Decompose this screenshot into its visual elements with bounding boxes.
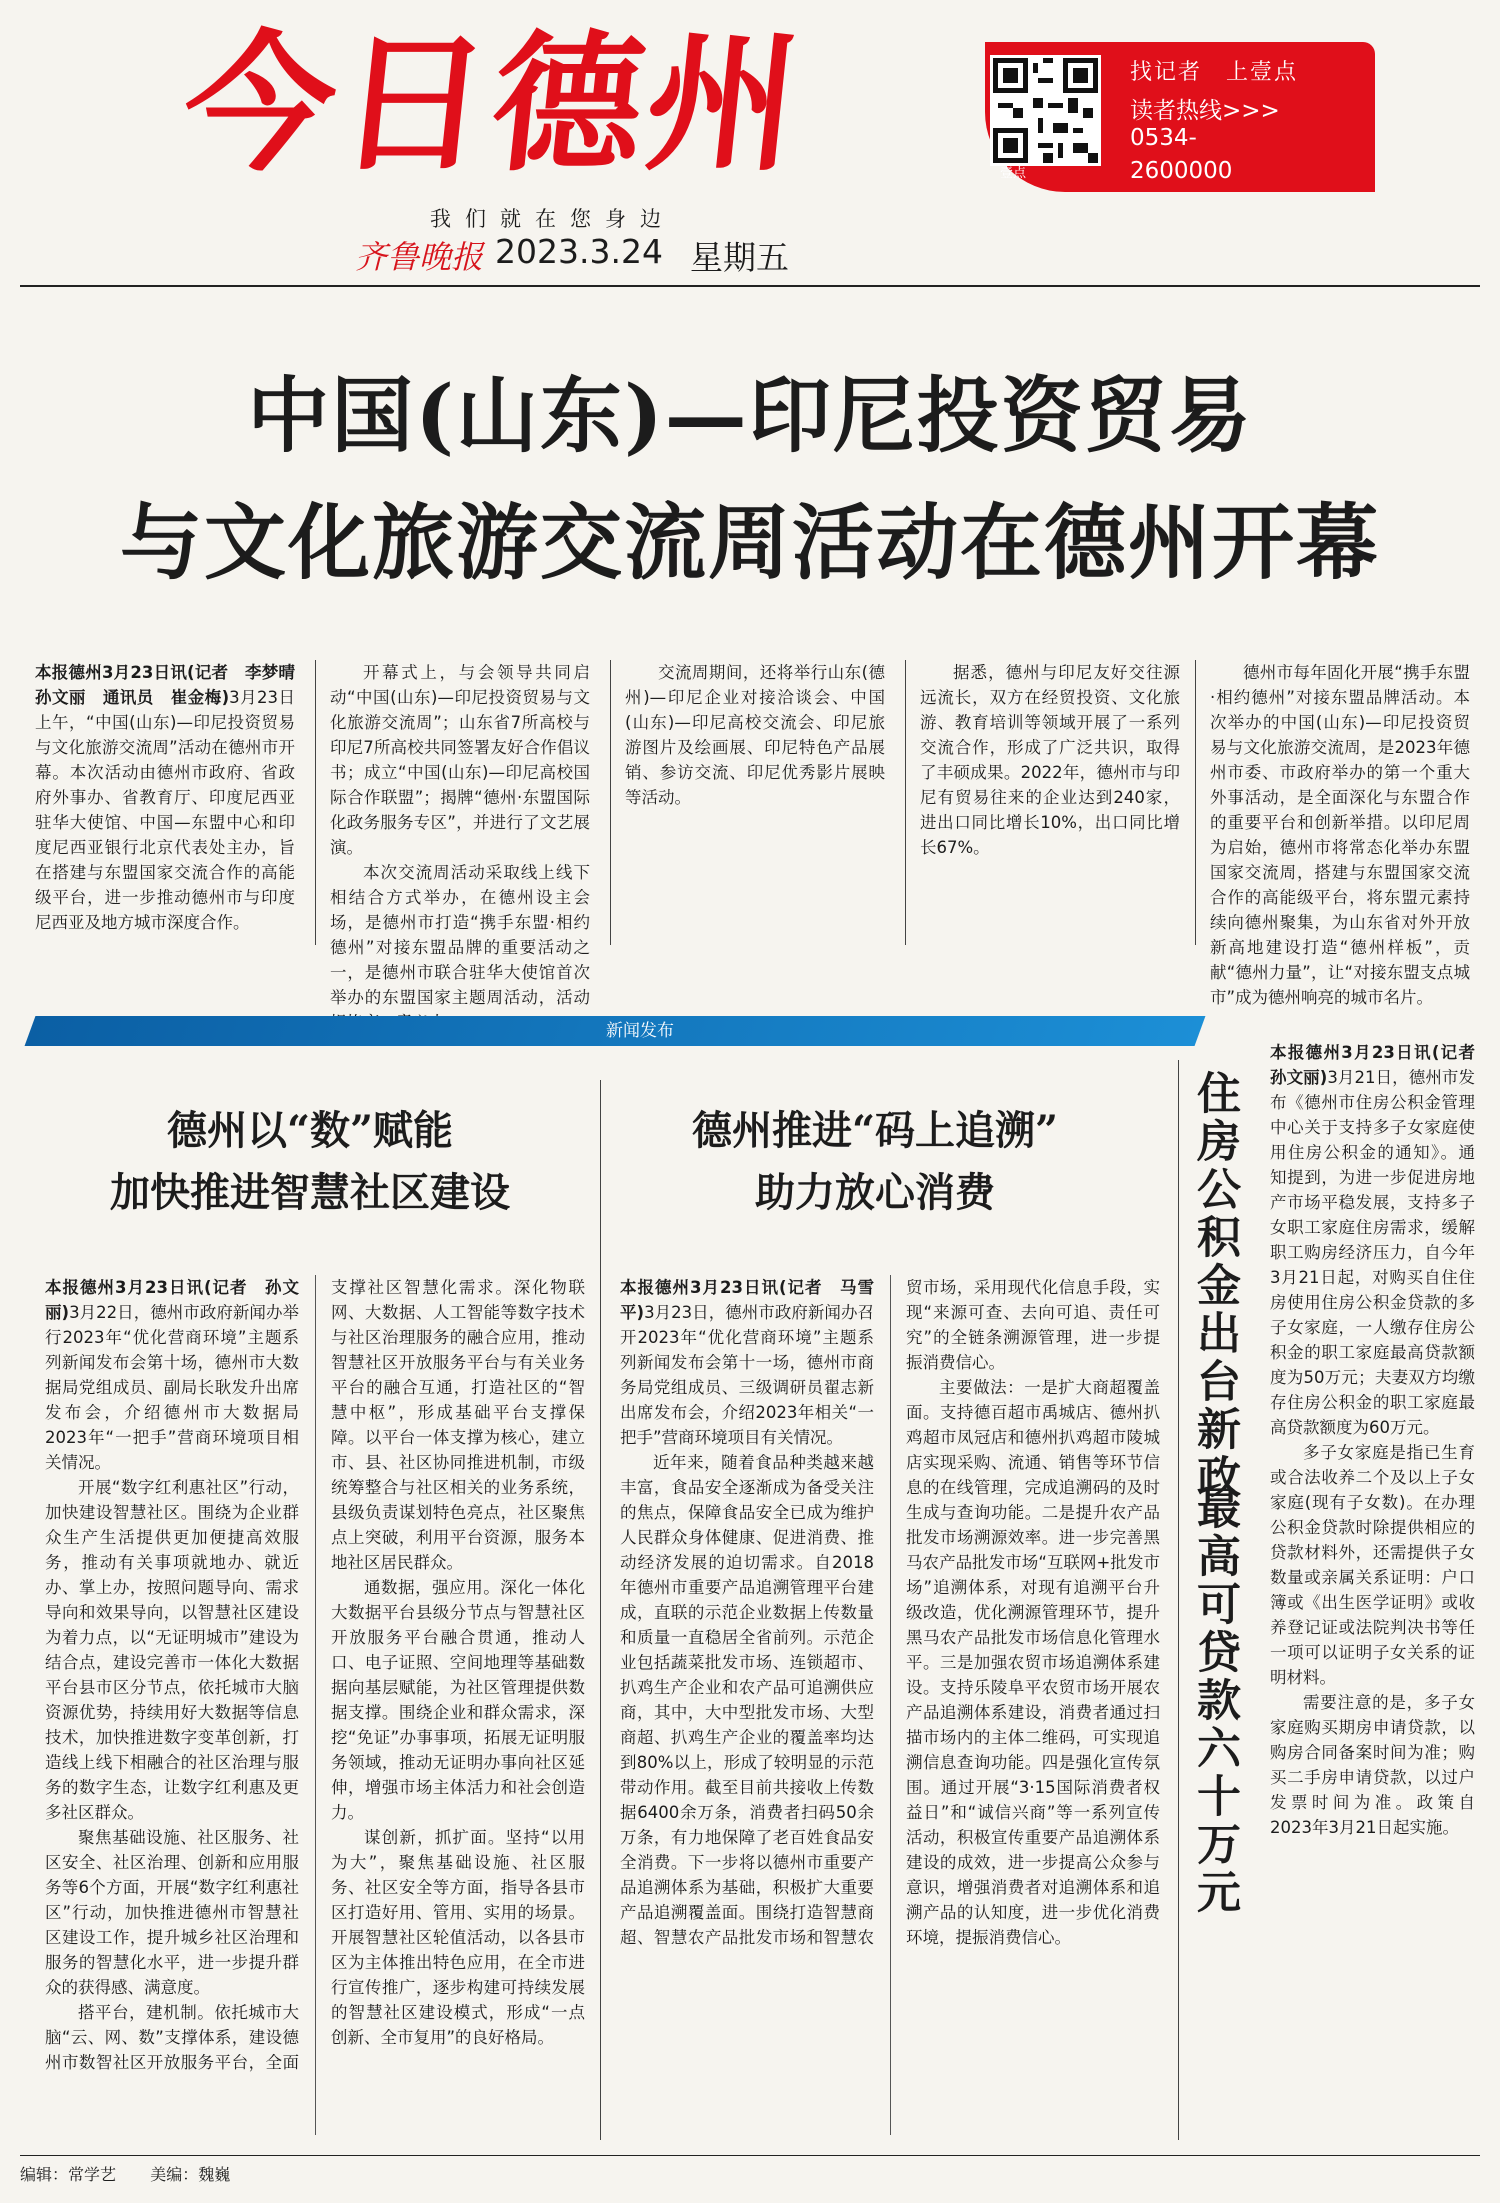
masthead-slogan: 我们就在您身边 (430, 207, 675, 231)
article-left-title-line-2: 加快推进智慧社区建设 (110, 1169, 510, 1216)
article-left-paragraph-3: 聚焦基础设施、社区服务、社区安全、社区治理、创新和应用服务等6个方面，开展“数字红利惠社区”行动，加快推进德州市智慧社区建设工作，提升城乡社区治理和服务的智慧化水平，进一步提升群众的获得感、满意度。 (45, 1828, 299, 1997)
lead-column-3 (625, 660, 885, 810)
article-mid-paragraph-3: 主要做法：一是扩大商超覆盖面。支持德百超市禹城店、德州扒鸡超市凤冠店和德州扒鸡超市陵城店实现采购、流通、销售等环节信息的在线管理，完成追溯码的及时生成与查询功能。二是提升农产品批发市场溯源效率。进一步完善黑马农产品批发市场“互联网+批发市场”追溯体系，对现有追溯平台升级改造，优化溯源管理环节，提升黑马农产品批发市场信息化管理水平。三是加强农贸市场追溯体系建设。支持乐陵阜平农贸市场开展农产品追溯体系建设，消费者通过扫描市场内的主体二维码，可实现追溯信息查询功能。四是强化宣传氛围。通过开展“3·15国际消费者权益日”和“诚信兴商”等一系列宣传活动，积极宣传重要产品追溯体系建设的成效，进一步提高公众参与意识，增强消费者对追溯体系和追溯产品的认知度，进一步优化消费环境，提振消费信心。 (906, 1378, 1160, 1947)
article-left-paragraph-5: 通数据，强应用。深化一体化大数据平台县级分节点与智慧社区开放服务平台融合贯通，推动人口、电子证照、空间地理等基础数据向基层赋能，为社区管理提供数据支撑。围绕企业和群众需求，深挖“免证”办事事项，拓展无证明服务领域，推动无证明办事向社区延伸，增强市场主体活力和社会创造力。 (331, 1578, 585, 1822)
article-right-paragraph-1: 3月21日，德州市发布《德州市住房公积金管理中心关于支持多子女家庭使用住房公积金的通知》。通知提到，为进一步促进房地产市场平稳发展，支持多子女职工家庭住房需求，缓解职工购房经济压力，自今年3月21日起，对购买自住住房使用住房公积金贷款的多子女家庭，一人缴存住房公积金的职工家庭最高贷款额度为50万元；夫妻双方均缴存住房公积金的职工家庭最高贷款额度为60万元。 (1270, 1068, 1475, 1437)
lead-column-5 (1210, 660, 1470, 1010)
column-rule (905, 660, 906, 945)
footer-divider (20, 2155, 1480, 2156)
article-right-paragraph-3: 需要注意的是，多子女家庭购买期房申请贷款，以购房合同备案时间为准；购买二手房申请贷款，以过户发票时间为准。政策自2023年3月21日起实施。 (1270, 1693, 1475, 1837)
article-left-body (45, 1275, 585, 2135)
column-rule (1195, 660, 1196, 945)
article-mid-title-line-2: 助力放心消费 (755, 1169, 995, 1216)
article-right-body (1270, 1040, 1492, 1840)
article-right-title-line-2: 最高可贷款六十万元 (1189, 1485, 1240, 1917)
article-mid-body (620, 1275, 1160, 2135)
article-mid-title (615, 1100, 1135, 1224)
lead-headline-line-2: 与文化旅游交流周活动在德州开幕 (119, 495, 1380, 591)
column-rule (610, 660, 611, 945)
column-rule (600, 1080, 601, 2140)
qr-code-icon (990, 55, 1101, 166)
qr-caption: 壹点 (1000, 166, 1027, 181)
column-rule (315, 660, 316, 945)
article-left-title-line-1: 德州以“数”赋能 (166, 1107, 453, 1154)
footer-credits (20, 2162, 230, 2185)
footer-designer: 美编：魏巍 (150, 2165, 231, 2184)
masthead-logo: 今日德州 (175, 18, 811, 192)
lead-paragraph-2: 开幕式上，与会领导共同启动“中国(山东)—印尼投资贸易与文化旅游交流周”；山东省7所高校与印尼7所高校共同签署友好合作倡议书；成立“中国(山东)—印尼高校国际合作联盟”；揭牌“德州·东盟国际化政务服务专区”，并进行了文艺展演。 (330, 663, 590, 857)
lead-paragraph-5: 据悉，德州与印尼友好交往源远流长，双方在经贸投资、文化旅游、教育培训等领域开展了一系列交流合作，形成了广泛共识，取得了丰硕成果。2022年，德州市与印尼有贸易往来的企业达到240家，进出口同比增长10%，出口同比增长67%。 (920, 663, 1180, 857)
lead-paragraph-6: 德州市每年固化开展“携手东盟·相约德州”对接东盟品牌活动。本次举办的中国(山东)—印尼投资贸易与文化旅游交流周，是2023年德州市委、市政府举办的第一个重大外事活动，是全面深化与东盟合作的重要平台和创新举措。以印尼周为启始，德州市将常态化举办东盟国家交流周，搭建与东盟国家交流合作的高能级平台，将东盟元素持续向德州聚集，为山东省对外开放新高地建设打造“德州样板”，贡献“德州力量”，让“对接东盟支点城市”成为德州响亮的城市名片。 (1210, 663, 1470, 1007)
article-mid-paragraph-1: 3月23日，德州市政府新闻办召开2023年“优化营商环境”主题系列新闻发布会第十一场，德州市商务局党组成员、三级调研员翟志新出席发布会，介绍2023年相关“一把手”营商环境项目有关情况。 (620, 1303, 874, 1447)
hotline-number: 2600000 (1130, 158, 1233, 184)
lead-byline: 本报德州3月23日讯(记者 李梦晴 孙文丽 通讯员 崔金梅) (35, 663, 312, 707)
article-right-byline: 本报德州3月23日讯(记者 孙文丽) (1270, 1043, 1492, 1087)
section-label: 新闻发布 (606, 1021, 674, 1041)
article-left-paragraph-4: 搭平台，建机制。依托城市大脑“云、网、数”支撑体系，建设德州市数智社区开放服务平台，全面支撑社区智慧化需求。深化物联网、大数据、人工智能等数字技术与社区治理服务的融合应用，推动智慧社区开放服务平台与有关业务平台的融合互通，打造社区的“智慧中枢”，形成基础平台支撑保障。以平台一体支撑为核心，建立市、县、社区协同推进机制，市级统筹整合与社区相关的业务系统，县级负责谋划特色亮点，社区聚焦点上突破，利用平台资源，服务本地社区居民群众。 (45, 1278, 585, 2072)
article-right-title-line-1: 住房公积金出台新政 (1189, 1070, 1240, 1502)
article-mid-title-line-1: 德州推进“码上追溯” (691, 1107, 1058, 1154)
article-left-paragraph-1: 3月22日，德州市政府新闻办举行2023年“优化营商环境”主题系列新闻发布会第十场，德州市大数据局党组成员、副局长耿发升出席发布会，介绍德州市大数据局2023年“一把手”营商环境项目相关情况。 (45, 1303, 299, 1472)
footer-editor: 编辑：常学艺 (20, 2165, 117, 2184)
article-mid-byline: 本报德州3月23日讯(记者 马雪平) (620, 1278, 874, 1322)
lead-column-4 (920, 660, 1180, 860)
article-left-byline: 本报德州3月23日讯(记者 孙文丽) (45, 1278, 299, 1322)
masthead-divider (20, 285, 1480, 287)
column-rule (1178, 1060, 1179, 2140)
lead-paragraph-3: 本次交流周活动采取线上线下相结合方式举办，在德州设主会场，是德州市打造“携手东盟·相约德州”对接东盟品牌的重要活动之一，是德州市联合驻华大使馆首次举办的东盟国家主题周活动，活动 (330, 863, 590, 1007)
hotline-slogan: 找记者 上壹点 (1130, 60, 1299, 85)
article-left-paragraph-2: 开展“数字红利惠社区”行动，加快建设智慧社区。围绕为企业群众生产生活提供更加便捷高效服务，推动有关事项就地办、就近办、掌上办，按照问题导向、需求导向和效果导向，以智慧社区建设为着力点，以“无证明城市”建设为结合点，建设完善市一体化大数据平台县市区分节点，依托城市大脑资源优势，持续用好大数据等信息技术，加快推进数字变革创新，打造线上线下相融合的社区治理与服务的数字生态，让数字红利惠及更多社区群众。 (45, 1478, 299, 1822)
lead-headline-line-1: 中国(山东)—印尼投资贸易 (247, 368, 1253, 464)
article-left-title (40, 1100, 580, 1224)
article-mid-paragraph-2: 近年来，随着食品种类越来越丰富，食品安全逐渐成为备受关注的焦点，保障食品安全已成为维护人民群众身体健康、促进消费、推动经济发展的迫切需求。自2018年德州市重要产品追溯管理平台建成，直联的示范企业数据上传数量和质量一直稳居全省前列。示范企业包括蔬菜批发市场、连锁超市、扒鸡生产企业和农产品可追溯供应商，其中，大中型批发市场、大型商超、扒鸡生产企业的覆盖率均达到80%以上，形成了较明显的示范带动作用。截至目前共接收上传数据6400余万条，消费者扫码50余万条，有力地保障了老百姓食品安全消费。下一步将以德州市重要产品追溯体系为基础，积极扩大重要产品追溯覆盖面。围绕打造智慧商超、智慧农产品批发市场和智慧农贸市场，采用现代化信息手段，实现“来源可查、去向可追、责任可究”的全链条溯源管理，进一步提振消费信心。 (620, 1278, 1160, 1947)
hotline-area-code: 0534- (1130, 125, 1197, 151)
issue-weekday: 星期五 (690, 238, 789, 277)
lead-column-1 (35, 660, 312, 935)
article-right-paragraph-2: 多子女家庭是指已生育或合法收养二个及以上子女家庭(现有子女数)。在办理公积金贷款时除提供相应的贷款材料外，还需提供子女数量或亲属关系证明：户口簿或《出生医学证明》或收养登记证或法院判决书等任一项可以证明子女关系的证明材料。 (1270, 1443, 1475, 1687)
paper-name: 齐鲁晚报 (355, 238, 484, 276)
issue-date: 2023.3.24 (495, 232, 663, 271)
article-left-paragraph-6: 谋创新，抓扩面。坚持“以用为大”，聚焦基础设施、社区服务、社区安全等方面，指导各县市区打造好用、管用、实用的场景。开展智慧社区轮值活动，以各县市区为主体推出特色应用，在全市进行宣传推广，逐步构建可持续发展的智慧社区建设模式，形成“一点创新、全市复用”的良好格局。 (331, 1828, 585, 2047)
lead-column-2 (330, 660, 590, 1035)
lead-paragraph-4: 交流周期间，还将举行山东(德州)—印尼企业对接洽谈会、中国(山东)—印尼高校交流会、印尼旅游图片及绘画展、印尼特色产品展销、参访交流、印尼优秀影片展映等活动。 (625, 663, 885, 807)
lead-paragraph-1: 3月23日上午，“中国(山东)—印尼投资贸易与文化旅游交流周”活动在德州市开幕。本次活动由德州市政府、省政府外事办、省教育厅、印度尼西亚驻华大使馆、中国—东盟中心和印度尼西亚银行北京代表处主办，旨在搭建与东盟国家交流合作的高能级平台，进一步推动德州市与印度尼西亚及地方城市深度合作。 (35, 688, 296, 932)
hotline-label: 读者热线>>> (1130, 98, 1280, 124)
